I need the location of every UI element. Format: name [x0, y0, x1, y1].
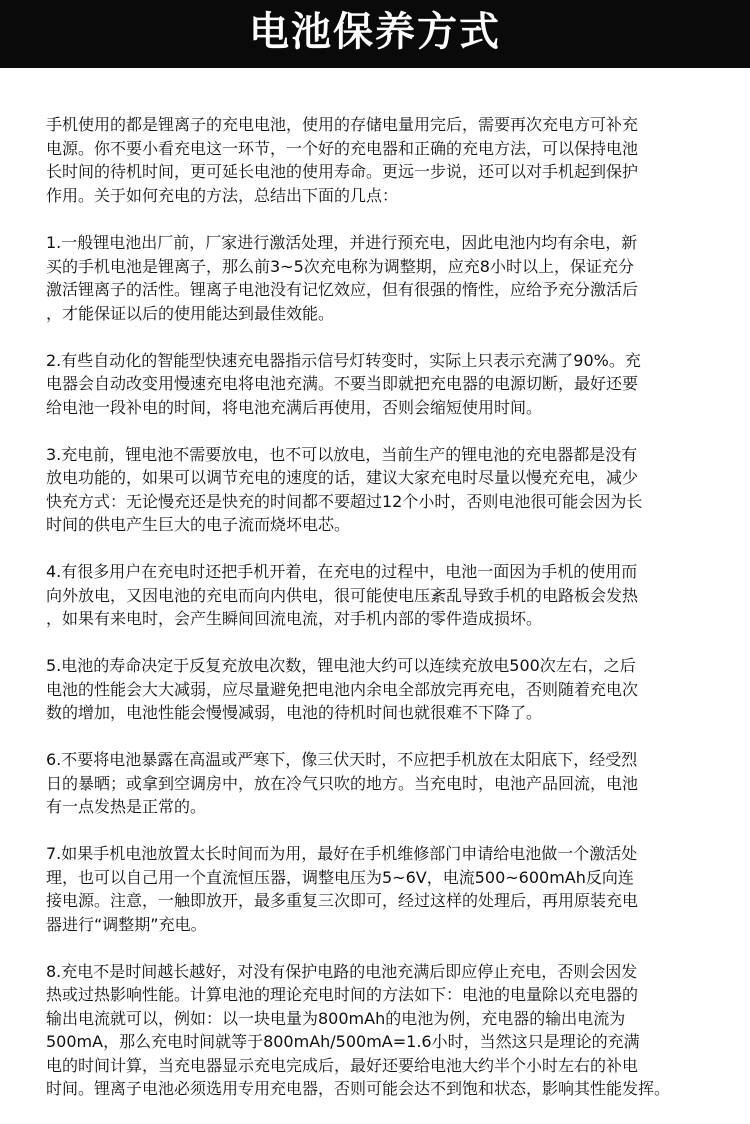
text-line: 8.充电不是时间越长越好，对没有保护电路的电池充满后即应停止充电，否则会因发: [46, 961, 638, 981]
text-line: 7.如果手机电池放置太长时间而为用，最好在手机维修部门申请给电池做一个激活处: [46, 844, 638, 863]
text-line: 放电功能的，如果可以调节充电的速度的话，建议大家充电时尽量以慢充充电，减少: [46, 468, 639, 487]
text-line: 长时间的待机时间，更可延长电池的使用寿命。更远一步说，还可以对手机起到保护: [46, 162, 639, 181]
tip-paragraph-8: [46, 960, 706, 1101]
text-line: 激活锂离子的活性。锂离子电池没有记忆效应，但有很强的惰性，应给予充分激活后: [46, 280, 639, 299]
text-line: 手机使用的都是锂离子的充电电池，使用的存储电量用完后，需要再次充电方可补充: [46, 115, 639, 134]
text-line: 接电源。注意，一触即放开，最多重复三次即可，经过这样的处理后，再用原装充电: [46, 891, 639, 910]
text-line: 日的暴晒；或拿到空调房中，放在冷气只吹的地方。当充电时，电池产品回流，电池: [46, 773, 639, 793]
text-line: 给电池一段补电的时间，将电池充满后再使用，否则会缩短使用时间。: [46, 397, 543, 417]
tip-paragraph-5: [46, 654, 706, 725]
text-line: 5.电池的寿命决定于反复充放电次数，锂电池大约可以连续充放电500次左右，之后: [46, 656, 636, 675]
text-line: 输出电流就可以，例如：以一块电量为800mAh的电池为例，充电器的输出电流为: [46, 1008, 626, 1028]
tip-paragraph-6: [46, 748, 706, 819]
text-line: 热或过热影响性能。计算电池的理论充电时间的方法如下：电池的电量除以充电器的: [46, 985, 639, 1004]
page-title: 电池保养方式: [249, 9, 501, 55]
text-line: 电池的性能会大大减弱，应尽量避免把电池内余电全部放完再充电，否则随着充电次: [46, 679, 639, 699]
text-line: 快充方式：无论慢充还是快充的时间都不要超过12个小时，否则电池很可能会因为长: [46, 491, 643, 511]
intro-paragraph: [46, 113, 706, 207]
tip-paragraph-7: [46, 842, 706, 936]
text-line: 买的手机电池是锂离子，那么前3~5次充电称为调整期，应充8小时以上，保证充分: [46, 256, 634, 276]
text-line: 4.有很多用户在充电时还把手机开着，在充电的过程中，电池一面因为手机的使用而: [46, 562, 638, 581]
title-banner: [0, 0, 750, 68]
text-line: 电源。你不要小看充电这一环节，一个好的充电器和正确的充电方法，可以保持电池: [46, 138, 639, 158]
text-line: 电的时间计算，当充电器显示充电完成后，最好还要给电池大约半个小时左右的补电: [46, 1055, 639, 1075]
text-line: 3.充电前，锂电池不需要放电，也不可以放电，当前生产的锂电池的充电器都是没有: [46, 444, 638, 464]
text-line: 作用。关于如何充电的方法，总结出下面的几点：: [46, 185, 399, 205]
text-line: 500mA，那么充电时间就等于800mAh/500mA=1.6小时，当然这只是理论的充满: [46, 1032, 640, 1051]
text-line: 器进行“调整期”充电。: [46, 914, 207, 934]
text-line: 理，也可以自己用一个直流恒压器，调整电压为5~6V，电流500~600mAh反向连: [46, 867, 634, 887]
text-line: 数的增加，电池性能会慢慢减弱，电池的待机时间也就很难不下降了。: [46, 703, 543, 722]
text-line: ，才能保证以后的使用能达到最佳效能。: [46, 303, 335, 323]
article-body: [46, 113, 706, 1124]
text-line: 电器会自动改变用慢速充电将电池充满。不要当即就把充电器的电源切断，最好还要: [46, 374, 639, 393]
tip-paragraph-2: [46, 349, 706, 420]
tip-paragraph-1: [46, 231, 706, 325]
text-line: 时间的供电产生巨大的电子流而烧坏电芯。: [46, 515, 351, 534]
text-line: 时间。锂离子电池必须选用专用充电器，否则可能会达不到饱和状态，影响其性能发挥。: [46, 1079, 671, 1098]
text-line: 向外放电，又因电池的充电而向内供电，很可能使电压紊乱导致手机的电路板会发热: [46, 585, 639, 605]
tip-paragraph-4: [46, 560, 706, 631]
tip-paragraph-3: [46, 443, 706, 537]
text-line: 2.有些自动化的智能型快速充电器指示信号灯转变时，实际上只表示充满了90%。充: [46, 350, 641, 370]
text-line: 1.一般锂电池出厂前，厂家进行激活处理，并进行预充电，因此电池内均有余电，新: [46, 233, 638, 252]
text-line: 6.不要将电池暴露在高温或严寒下，像三伏天时，不应把手机放在太阳底下，经受烈: [46, 750, 638, 769]
text-line: 有一点发热是正常的。: [46, 797, 207, 816]
text-line: ，如果有来电时，会产生瞬间回流电流，对手机内部的零件造成损坏。: [46, 609, 543, 628]
